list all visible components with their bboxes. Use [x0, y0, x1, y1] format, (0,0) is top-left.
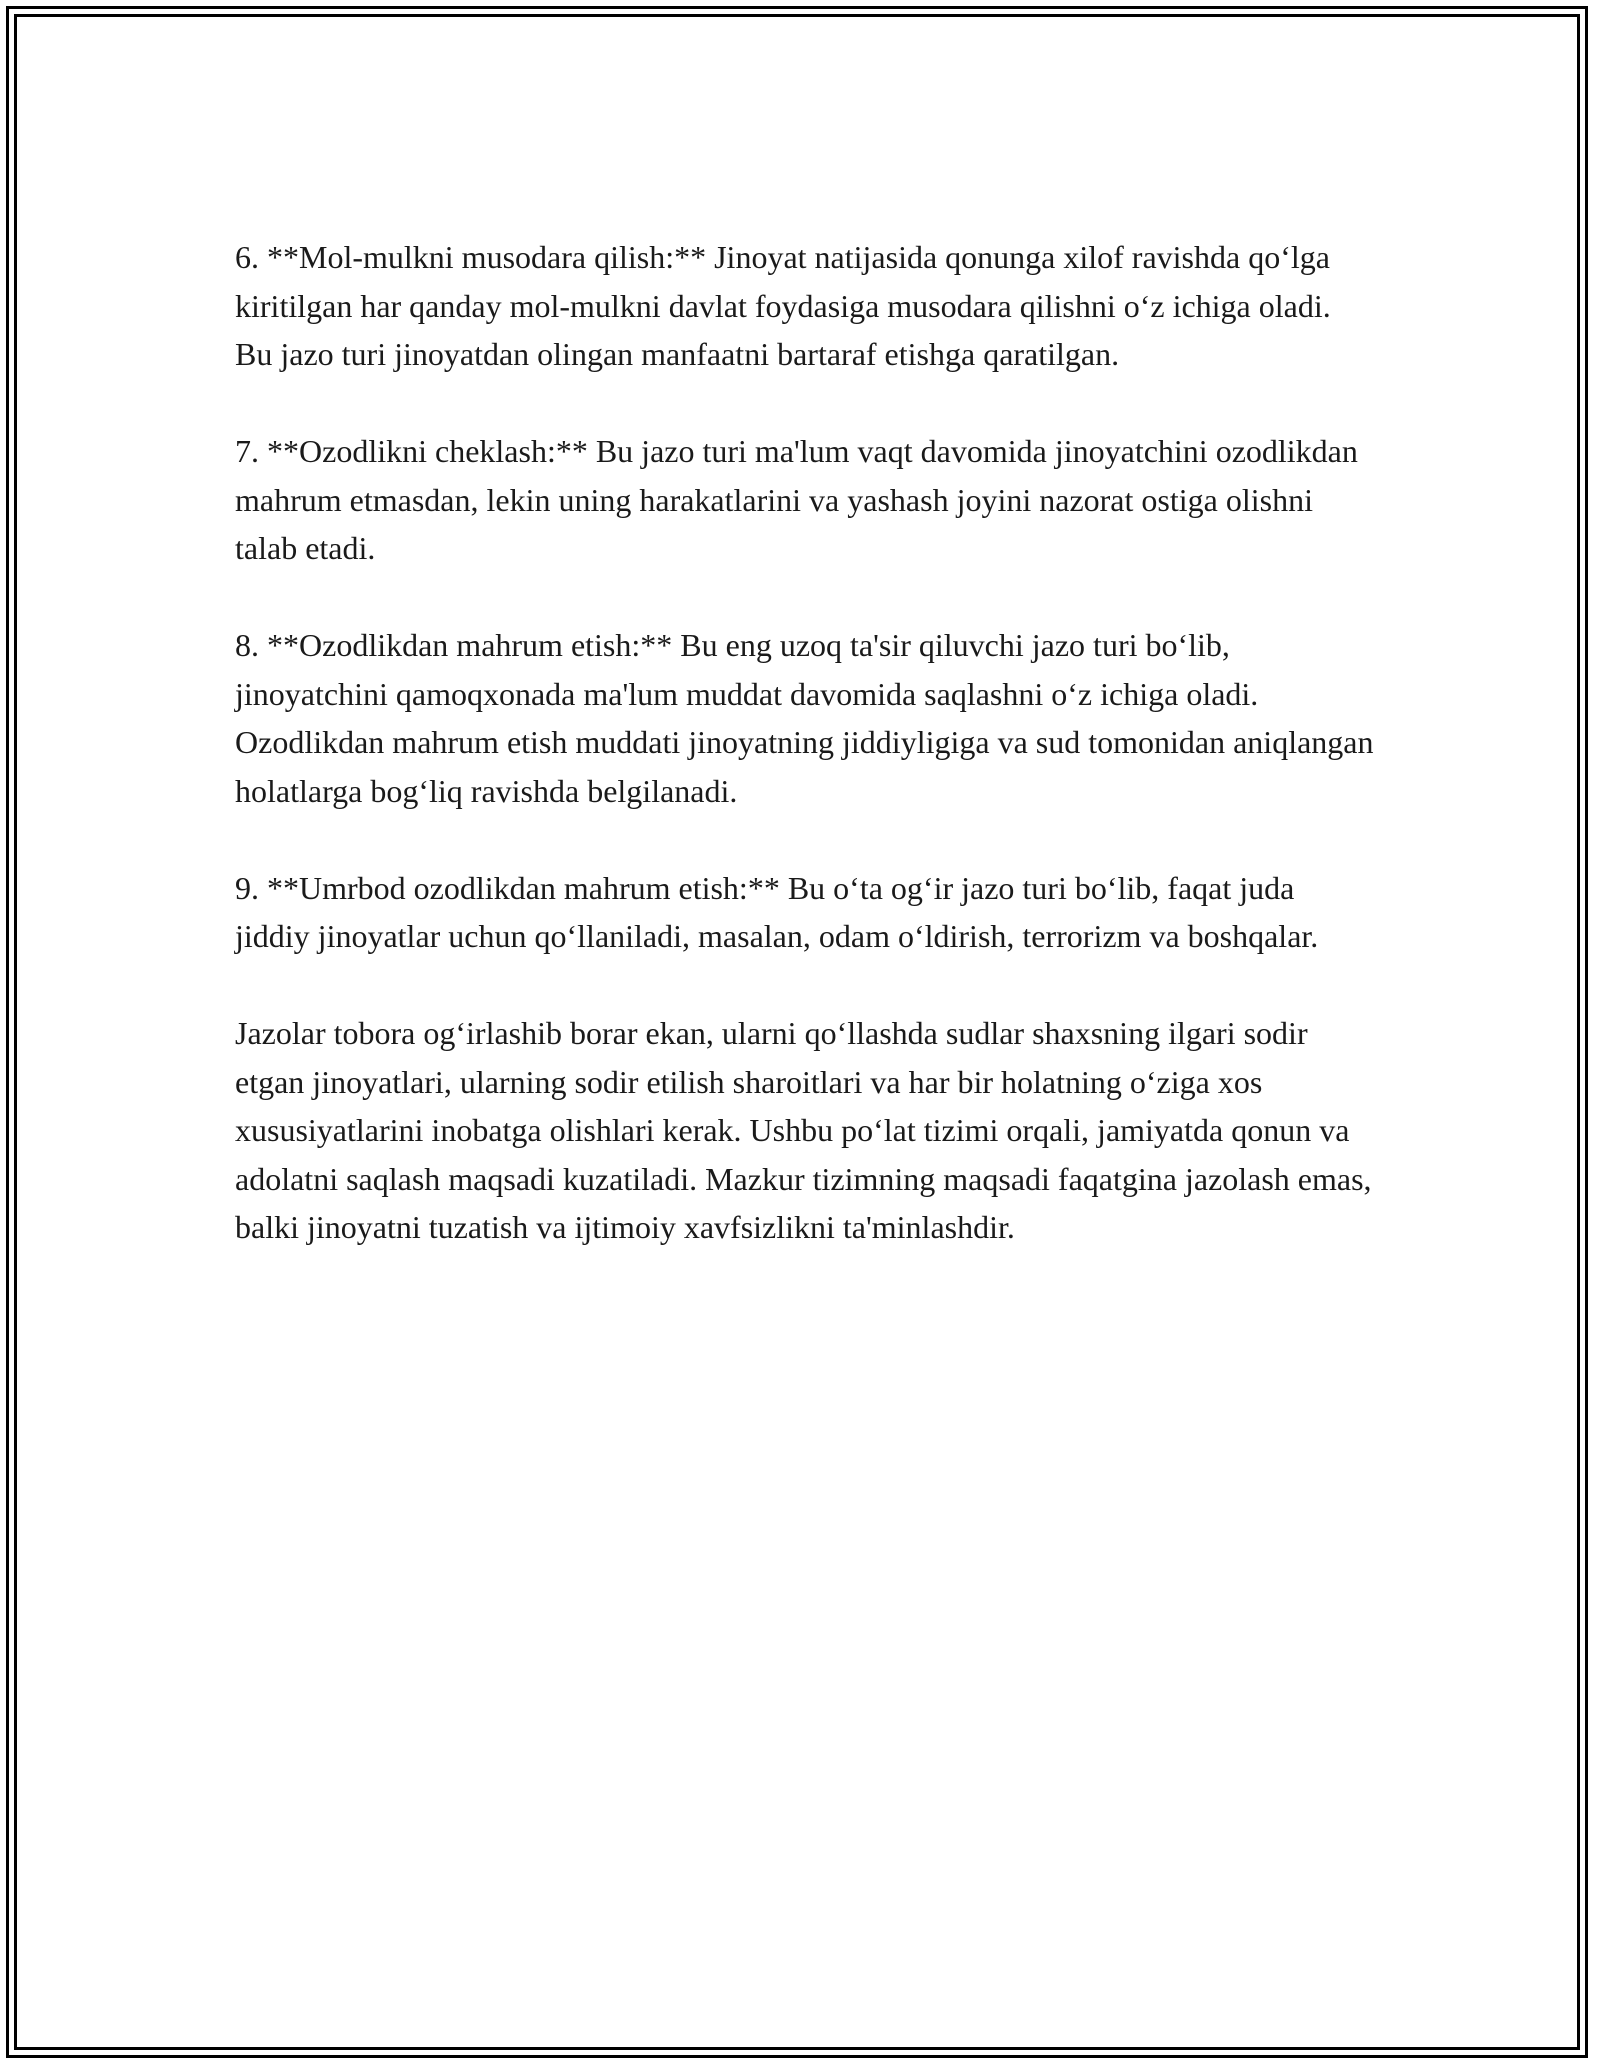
paragraph-item-9: 9. **Umrbod ozodlikdan mahrum etish:** Bu oʻta ogʻir jazo turi boʻlib, faqat juda jiddiy jinoyatlar uchun qoʻllaniladi, masalan, odam oʻldirish, terrorizm va boshqalar.	[235, 869, 1319, 954]
document-body	[235, 233, 1375, 1300]
paragraph-item-8: 8. **Ozodlikdan mahrum etish:** Bu eng uzoq ta'sir qiluvchi jazo turi boʻlib, jinoyatchini qamoqxonada ma'lum muddat davomida saqlashni oʻz ichiga oladi. Ozodlikdan mahrum etish muddati jinoyatning jiddiyligiga va sud tomonidan aniqlangan holatlarga bogʻliq ravishda belgilanadi.	[235, 627, 1374, 809]
paragraph-conclusion: Jazolar tobora ogʻirlashib borar ekan, ularni qoʻllashda sudlar shaxsning ilgari sodir etgan jinoyatlari, ularning sodir etilish sharoitlari va har bir holatning oʻziga xos xususiyatlarini inobatga olishlari kerak. Ushbu poʻlat tizimi orqali, jamiyatda qonun va adolatni saqlash maqsadi kuzatiladi. Mazkur tizimning maqsadi faqatgina jazolash emas, balki jinoyatni tuzatish va ijtimoiy xavfsizlikni ta'minlashdir.	[235, 1015, 1372, 1245]
paragraph-item-7: 7. **Ozodlikni cheklash:** Bu jazo turi ma'lum vaqt davomida jinoyatchini ozodlikdan mahrum etmasdan, lekin uning harakatlarini va yashash joyini nazorat ostiga olishni talab etadi.	[235, 433, 1358, 566]
paragraph-item-6: 6. **Mol-mulkni musodara qilish:** Jinoyat natijasida qonunga xilof ravishda qoʻlga kiritilgan har qanday mol-mulkni davlat foydasiga musodara qilishni oʻz ichiga oladi. Bu jazo turi jinoyatdan olingan manfaatni bartaraf etishga qaratilgan.	[235, 239, 1331, 372]
